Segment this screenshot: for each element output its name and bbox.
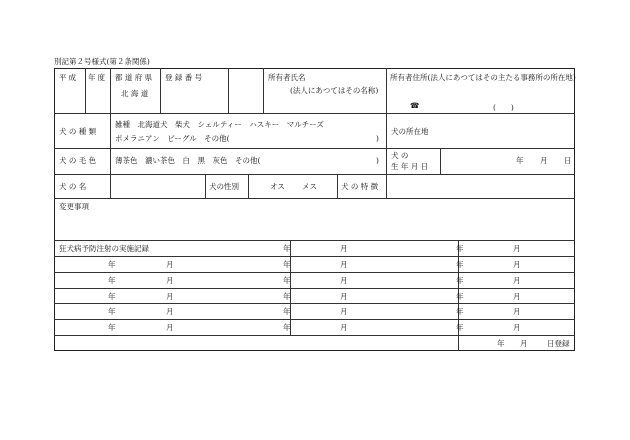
location-label: 犬の所在地 [391, 127, 429, 136]
rabies-month: 月 [166, 323, 174, 332]
rule [54, 319, 575, 320]
breed-options-line2: ポメラニアン ビーグル その他( [115, 134, 230, 143]
rule [160, 68, 161, 113]
breed-close-paren: ) [376, 134, 379, 143]
owner-name-label: 所有者氏名 [268, 73, 306, 82]
rabies-year: 年 [283, 276, 291, 285]
rabies-year: 年 [108, 260, 116, 269]
rabies-year: 年 [283, 244, 291, 253]
rabies-month: 月 [166, 260, 174, 269]
features-label: 犬 の 特 徴 [341, 182, 379, 191]
coat-close-paren: ) [376, 156, 379, 165]
rabies-year: 年 [456, 276, 464, 285]
prefecture-value: 北 海 道 [121, 89, 149, 98]
rabies-month: 月 [513, 276, 521, 285]
rabies-month: 月 [166, 292, 174, 301]
rabies-year: 年 [283, 307, 291, 316]
form-title: 別記第２号様式(第２条関係) [54, 57, 150, 66]
rule [54, 288, 575, 289]
rabies-month: 月 [513, 323, 521, 332]
rule [54, 198, 575, 199]
rabies-year: 年 [283, 292, 291, 301]
rabies-month: 月 [166, 276, 174, 285]
rule [54, 303, 575, 304]
rule [386, 68, 387, 198]
rabies-year: 年 [456, 307, 464, 316]
rabies-year: 年 [108, 307, 116, 316]
sex-label: 犬の性別 [209, 182, 239, 191]
rabies-year: 年 [108, 323, 116, 332]
year-label: 平成 [59, 73, 78, 82]
rule [248, 174, 249, 198]
rabies-year: 年 [108, 276, 116, 285]
fiscal-year-label: 年度 [88, 73, 107, 82]
prefecture-label: 都 道 府 県 [115, 73, 153, 82]
rabies-month: 月 [340, 323, 348, 332]
coat-options: 薄茶色 濃い茶色 白 黒 灰色 その他( [115, 156, 261, 165]
rabies-month: 月 [340, 307, 348, 316]
rule [263, 68, 264, 113]
rabies-year: 年 [283, 260, 291, 269]
rabies-month: 月 [340, 260, 348, 269]
rule [110, 68, 111, 174]
rabies-month: 月 [513, 307, 521, 316]
rule [110, 174, 111, 198]
birth-month: 月 [540, 156, 548, 165]
rabies-year: 年 [456, 292, 464, 301]
rabies-month: 月 [340, 244, 348, 253]
footer-registered: 日登録 [547, 339, 570, 348]
birth-day: 日 [564, 156, 572, 165]
rabies-year: 年 [283, 323, 291, 332]
rabies-month: 月 [513, 260, 521, 269]
footer-year: 年 [497, 339, 505, 348]
rule [337, 174, 338, 198]
rule [54, 240, 575, 241]
rule [228, 68, 229, 113]
sex-male: オス [270, 182, 285, 191]
rule [205, 174, 206, 198]
rule [54, 272, 575, 273]
rabies-month: 月 [513, 292, 521, 301]
changes-label: 変更事項 [59, 202, 89, 211]
owner-name-note: (法人にあつてはその名称) [290, 86, 379, 95]
rabies-year: 年 [456, 323, 464, 332]
coat-label: 犬 の 毛 色 [59, 156, 97, 165]
rule [54, 174, 575, 175]
rabies-month: 月 [513, 244, 521, 253]
owner-address-label: 所有者住所(法人にあつてはその主たる事務所の所在地) [390, 73, 576, 82]
sex-female: メス [302, 182, 317, 191]
phone-icon: ☎ [410, 101, 420, 110]
rabies-month: 月 [166, 307, 174, 316]
phone-parens: ( ) [493, 103, 514, 112]
registration-no-label: 登 録 番 号 [165, 73, 203, 82]
rule [440, 148, 441, 174]
birth-year: 年 [516, 156, 524, 165]
footer-month: 月 [520, 339, 528, 348]
rule [54, 256, 575, 257]
breed-label: 犬 の 種 類 [59, 127, 97, 136]
rule [54, 335, 575, 336]
rule [54, 148, 575, 149]
breed-options-line1: 雑種 北海道犬 柴犬 シェルティー ハスキー マルチーズ [115, 120, 324, 129]
rule [85, 68, 86, 113]
rabies-year: 年 [456, 244, 464, 253]
rabies-year: 年 [108, 292, 116, 301]
rabies-month: 月 [340, 292, 348, 301]
rabies-month: 月 [340, 276, 348, 285]
rabies-label: 狂犬病予防注射の実施記録 [59, 244, 149, 253]
birth-label-top: 犬 の [391, 151, 409, 160]
rule [54, 113, 575, 114]
birth-label-bottom: 生 年 月 日 [391, 162, 429, 171]
rabies-year: 年 [456, 260, 464, 269]
dog-name-label: 犬 の 名 [59, 182, 87, 191]
